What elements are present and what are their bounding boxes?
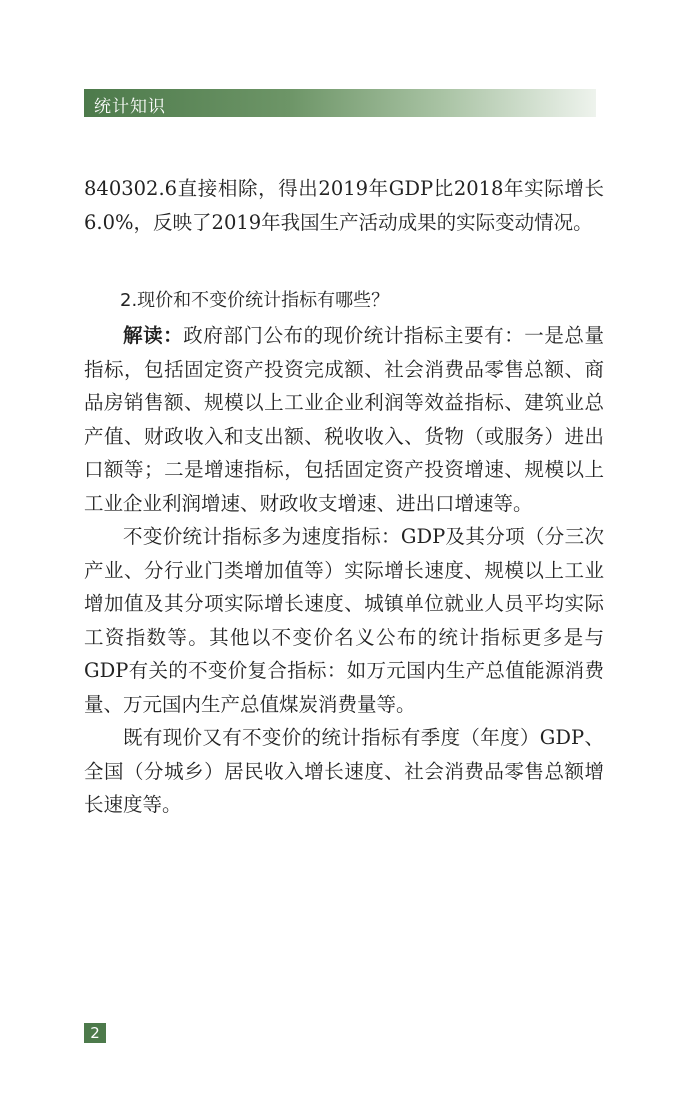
paragraph-both-prices: 既有现价又有不变价的统计指标有季度（年度）GDP、全国（分城乡）居民收入增长速度、社会消费品零售总额增长速度等。: [84, 726, 604, 816]
answer-paragraph: [84, 319, 604, 520]
section-header-bar: [84, 89, 596, 117]
article-body: [84, 172, 604, 822]
answer-text: 政府部门公布的现价统计指标主要有：一是总量指标，包括固定资产投资完成额、社会消费品零售总额、商品房销售额、规模以上工业企业利润等效益指标、建筑业总产值、财政收入和支出额、税收收入、货物（或服务）进出口额等；二是增速指标，包括固定资产投资增速、规模以上工业企业利润增速、财政收支增速、进出口增速等。: [84, 324, 604, 515]
page-number: 2: [84, 1023, 106, 1043]
paragraph-constant-price: 不变价统计指标多为速度指标：GDP及其分项（分三次产业、分行业门类增加值等）实际增长速度、规模以上工业增加值及其分项实际增长速度、城镇单位就业人员平均实际工资指数等。其他以不变价名义公布的统计指标更多是与GDP有关的不变价复合指标：如万元国内生产总值能源消费量、万元国内生产总值煤炭消费量等。: [84, 525, 604, 716]
answer-label: 解读：: [123, 324, 184, 347]
intro-paragraph: 840302.6直接相除，得出2019年GDP比2018年实际增长6.0%，反映了2019年我国生产活动成果的实际变动情况。: [84, 177, 604, 234]
question-heading: 2.现价和不变价统计指标有哪些？: [120, 290, 390, 311]
spacer: [84, 239, 604, 284]
section-title: 统计知识: [94, 97, 166, 117]
